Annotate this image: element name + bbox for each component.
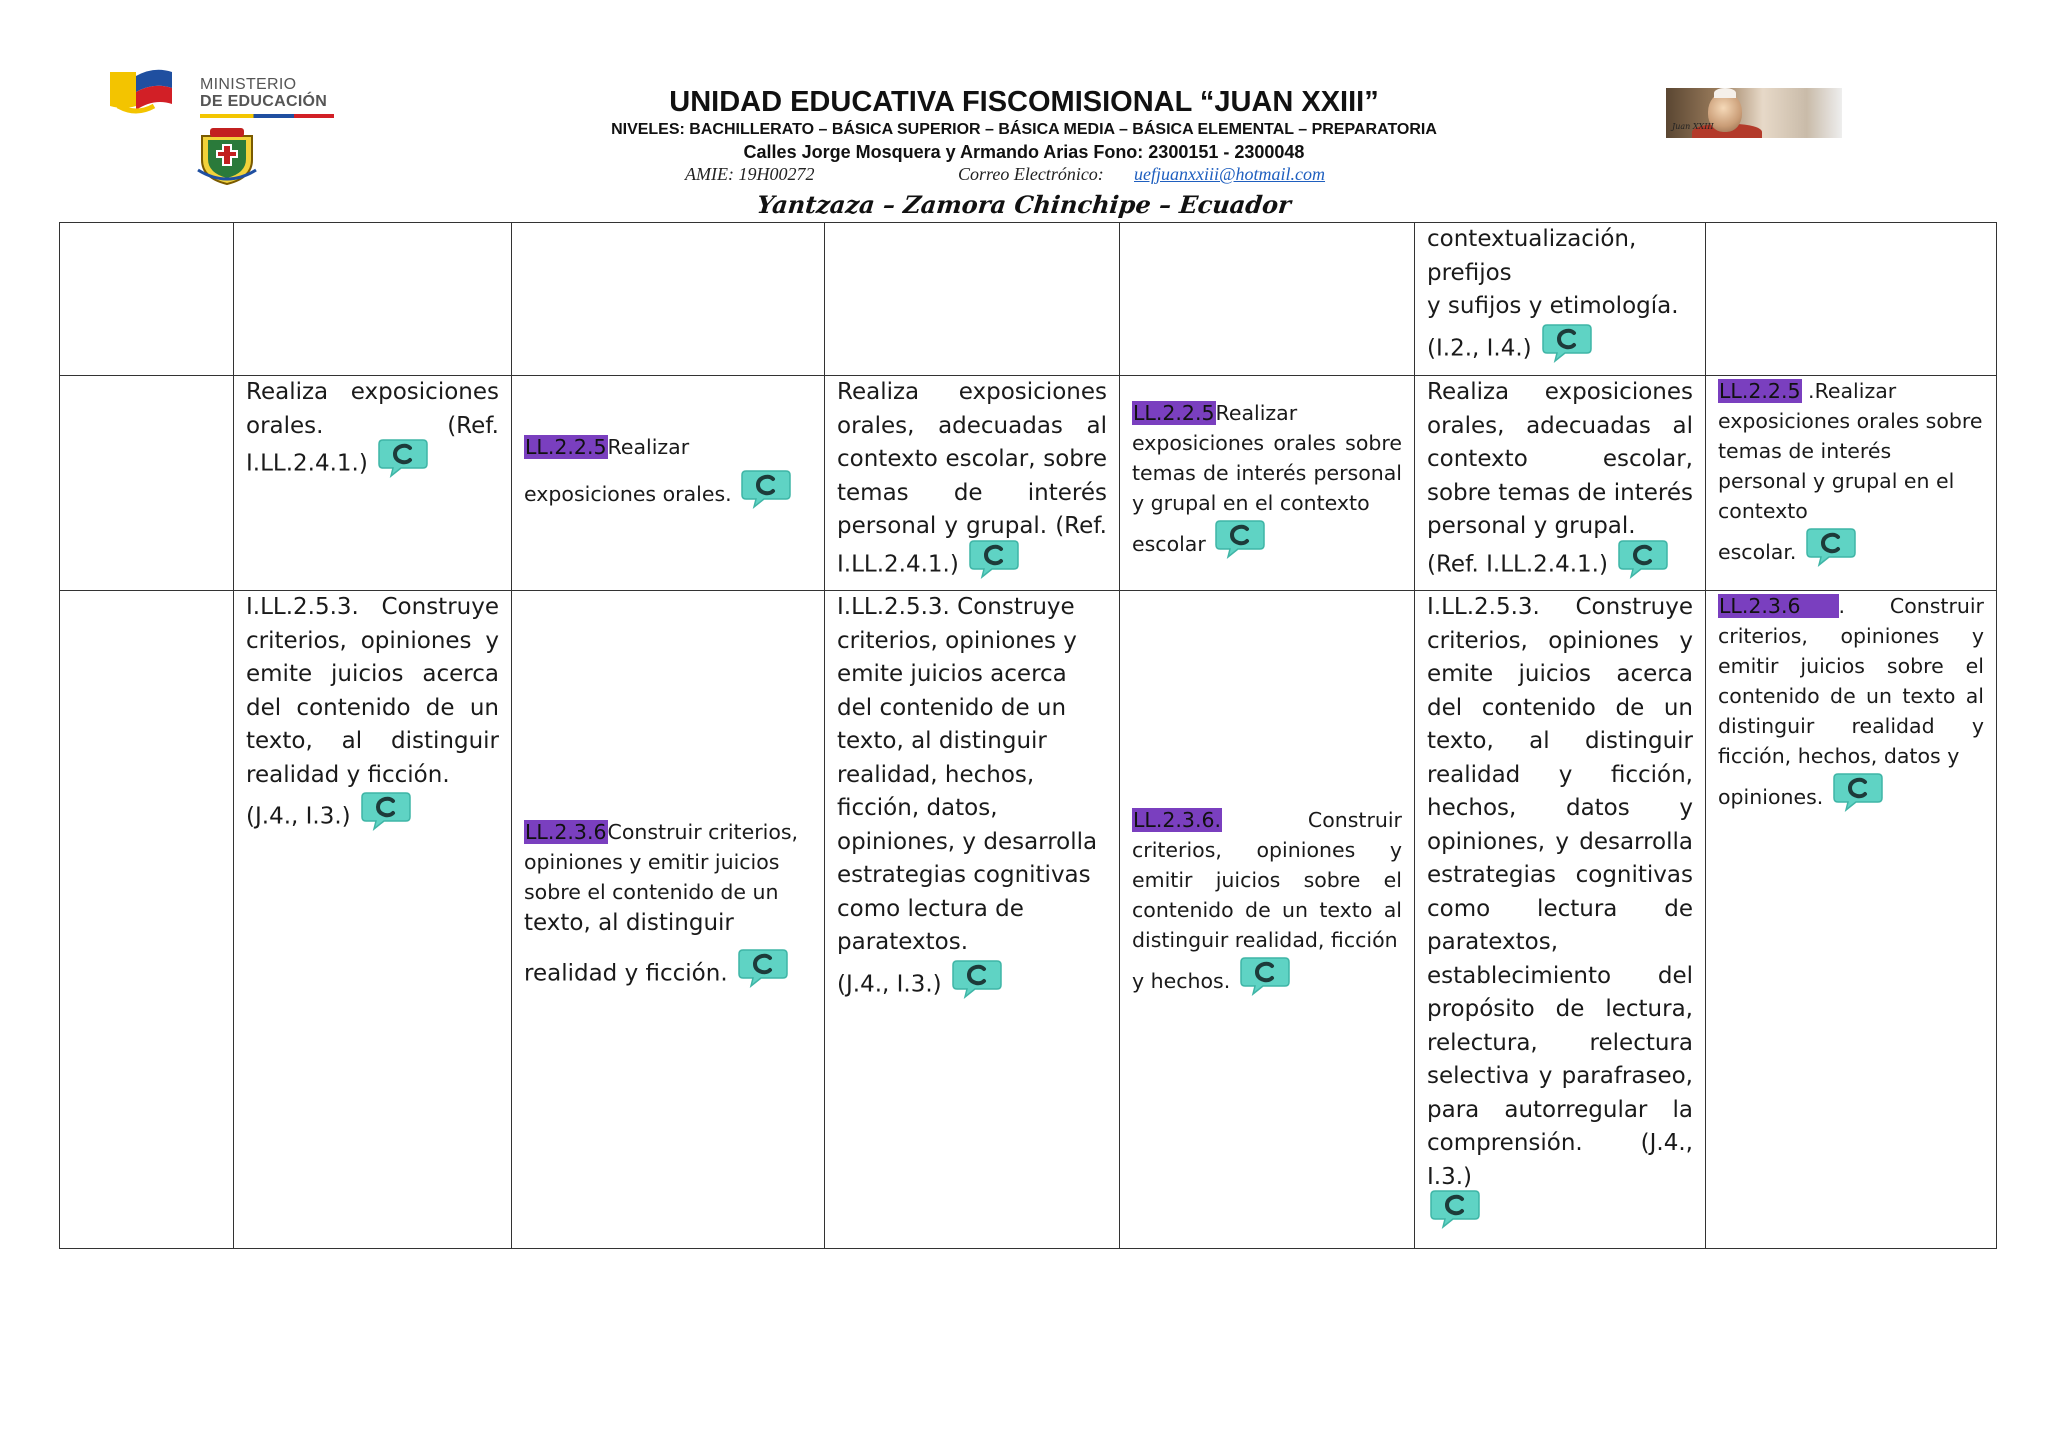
comment-icon[interactable] bbox=[1617, 538, 1669, 580]
cell-text: exposiciones orales. bbox=[524, 482, 732, 506]
table-cell bbox=[825, 591, 1120, 1249]
cell-text: escolar bbox=[1132, 532, 1206, 556]
comment-icon[interactable] bbox=[1239, 955, 1291, 997]
portrait-signature: Juan XXIII bbox=[1672, 122, 1714, 131]
table-cell bbox=[825, 223, 1120, 376]
school-levels: NIVELES: BACHILLERATO – BÁSICA SUPERIOR – BÁSICA MEDIA – BÁSICA ELEMENTAL – PREPARATORIA bbox=[611, 121, 1437, 138]
table-cell bbox=[825, 376, 1120, 591]
cell-text: texto, al distinguir bbox=[524, 910, 734, 936]
cell-text: escolar. bbox=[1718, 540, 1797, 564]
cell-text: Realizar bbox=[607, 435, 690, 459]
table-cell bbox=[1706, 591, 1997, 1249]
table-cell bbox=[60, 376, 234, 591]
table-cell bbox=[1706, 223, 1997, 376]
table-cell bbox=[1120, 223, 1415, 376]
table-cell bbox=[1415, 591, 1706, 1249]
cell-reference: (Ref. I.LL.2.4.1.) bbox=[1427, 551, 1608, 577]
table-cell bbox=[512, 223, 825, 376]
comment-icon[interactable] bbox=[1832, 771, 1884, 813]
cell-reference: (I.2., I.4.) bbox=[1427, 335, 1532, 361]
table-cell bbox=[512, 376, 825, 591]
school-address: Calles Jorge Mosquera y Armando Arias Fono: 2300151 - 2300048 bbox=[743, 142, 1305, 162]
skill-code: LL.2.2.5 bbox=[1719, 379, 1801, 403]
cell-text: contextualización, bbox=[1427, 226, 1637, 252]
table-row bbox=[60, 376, 1997, 591]
table-cell bbox=[1415, 376, 1706, 591]
cell-text: Realizar exposiciones orales sobre temas de interés personal y grupal en el contexto bbox=[1132, 401, 1402, 515]
comment-icon[interactable] bbox=[968, 538, 1020, 580]
skill-code: LL.2.2.5 bbox=[1133, 401, 1215, 425]
cell-text: prefijos bbox=[1427, 259, 1512, 286]
cell-text: I.LL.2.5.3. Construye criterios, opiniones y emite juicios acerca del contenido de un texto, al distinguir realidad, hechos, ficción, datos, opiniones, y desarrolla estrategias cognitivas como lectura de paratextos. bbox=[837, 594, 1098, 955]
cell-text: .Realizar exposiciones orales sobre temas de interés personal y grupal en el contexto bbox=[1718, 379, 1983, 523]
table-cell bbox=[512, 591, 825, 1249]
cell-reference: (J.4., I.3.) bbox=[837, 971, 942, 997]
table-cell bbox=[234, 591, 512, 1249]
skill-code: LL.2.2.5 bbox=[525, 435, 607, 459]
ministry-line-1: MINISTERIO bbox=[200, 76, 297, 93]
cell-text: Realiza exposiciones orales, adecuadas al contexto escolar, sobre temas de interés personal y grupal. (Ref. I.LL.2.4.1.) bbox=[837, 379, 1107, 577]
skill-code: LL.2.3.6 bbox=[525, 820, 607, 844]
table-cell bbox=[60, 223, 234, 376]
comment-icon[interactable] bbox=[737, 947, 789, 989]
comment-icon[interactable] bbox=[1541, 322, 1593, 364]
cell-text: Realiza exposiciones orales, adecuadas al contexto escolar, sobre temas de interés personal y grupal. bbox=[1427, 379, 1693, 539]
cell-text: Construir criterios, opiniones y emitir juicios sobre el contenido de un bbox=[524, 820, 799, 904]
ministry-line-2: DE EDUCACIÓN bbox=[200, 93, 328, 110]
comment-icon[interactable] bbox=[1214, 518, 1266, 560]
cell-text: I.LL.2.5.3. Construye criterios, opiniones y emite juicios acerca del contenido de un texto, al distinguir realidad y ficción, hechos, datos y opiniones, y desarrolla estrategias cognitivas como lectura de paratextos, establecimiento del propósito de lectura, relectura, relectura selectiva y parafraseo, para autorregular la comprensión. (J.4., I.3.) bbox=[1427, 594, 1693, 1190]
table-row bbox=[60, 591, 1997, 1249]
school-location: Yantzaza – Zamora Chinchipe – Ecuador bbox=[755, 190, 1293, 219]
comment-icon[interactable] bbox=[740, 468, 792, 510]
email-link[interactable]: uefjuanxxiii@hotmail.com bbox=[1134, 164, 1326, 184]
skill-code: LL.2.3.6 bbox=[1718, 594, 1839, 618]
table-cell bbox=[1706, 376, 1997, 591]
comment-icon[interactable] bbox=[1429, 1188, 1481, 1230]
table-row bbox=[60, 223, 1997, 376]
cell-text: y sufijos y etimología. bbox=[1427, 293, 1679, 319]
table-cell bbox=[1120, 591, 1415, 1249]
skill-code: LL.2.3.6. bbox=[1133, 808, 1222, 832]
table-cell bbox=[234, 223, 512, 376]
amie-code: AMIE: 19H00272 bbox=[685, 164, 815, 184]
table-cell bbox=[1120, 376, 1415, 591]
comment-icon[interactable] bbox=[1805, 526, 1857, 568]
planning-table bbox=[59, 222, 1997, 1249]
school-name: UNIDAD EDUCATIVA FISCOMISIONAL “JUAN XXIII” bbox=[669, 86, 1379, 118]
comment-icon[interactable] bbox=[377, 437, 429, 479]
cell-text: . Construir criterios, opiniones y emitir juicios sobre el contenido de un texto al distinguir realidad y ficción, hechos, datos y bbox=[1718, 594, 1984, 768]
cell-text: Realiza exposiciones orales. (Ref. I.LL.2.4.1.) bbox=[246, 379, 499, 477]
cell-text: opiniones. bbox=[1718, 785, 1824, 809]
cell-text: I.LL.2.5.3. Construye criterios, opiniones y emite juicios acerca del contenido de un texto, al distinguir realidad y ficción. bbox=[246, 594, 499, 788]
table-cell bbox=[1415, 223, 1706, 376]
table-cell bbox=[234, 376, 512, 591]
comment-icon[interactable] bbox=[951, 958, 1003, 1000]
comment-icon[interactable] bbox=[360, 790, 412, 832]
cell-text: y hechos. bbox=[1132, 969, 1231, 993]
cell-text: realidad y ficción. bbox=[524, 960, 728, 986]
cell-reference: (J.4., I.3.) bbox=[246, 803, 351, 830]
cell-text: Construir criterios, opiniones y emitir juicios sobre el contenido de un texto al distinguir realidad, ficción bbox=[1132, 808, 1402, 952]
table-cell bbox=[60, 591, 234, 1249]
email-label: Correo Electrónico: bbox=[958, 164, 1104, 184]
